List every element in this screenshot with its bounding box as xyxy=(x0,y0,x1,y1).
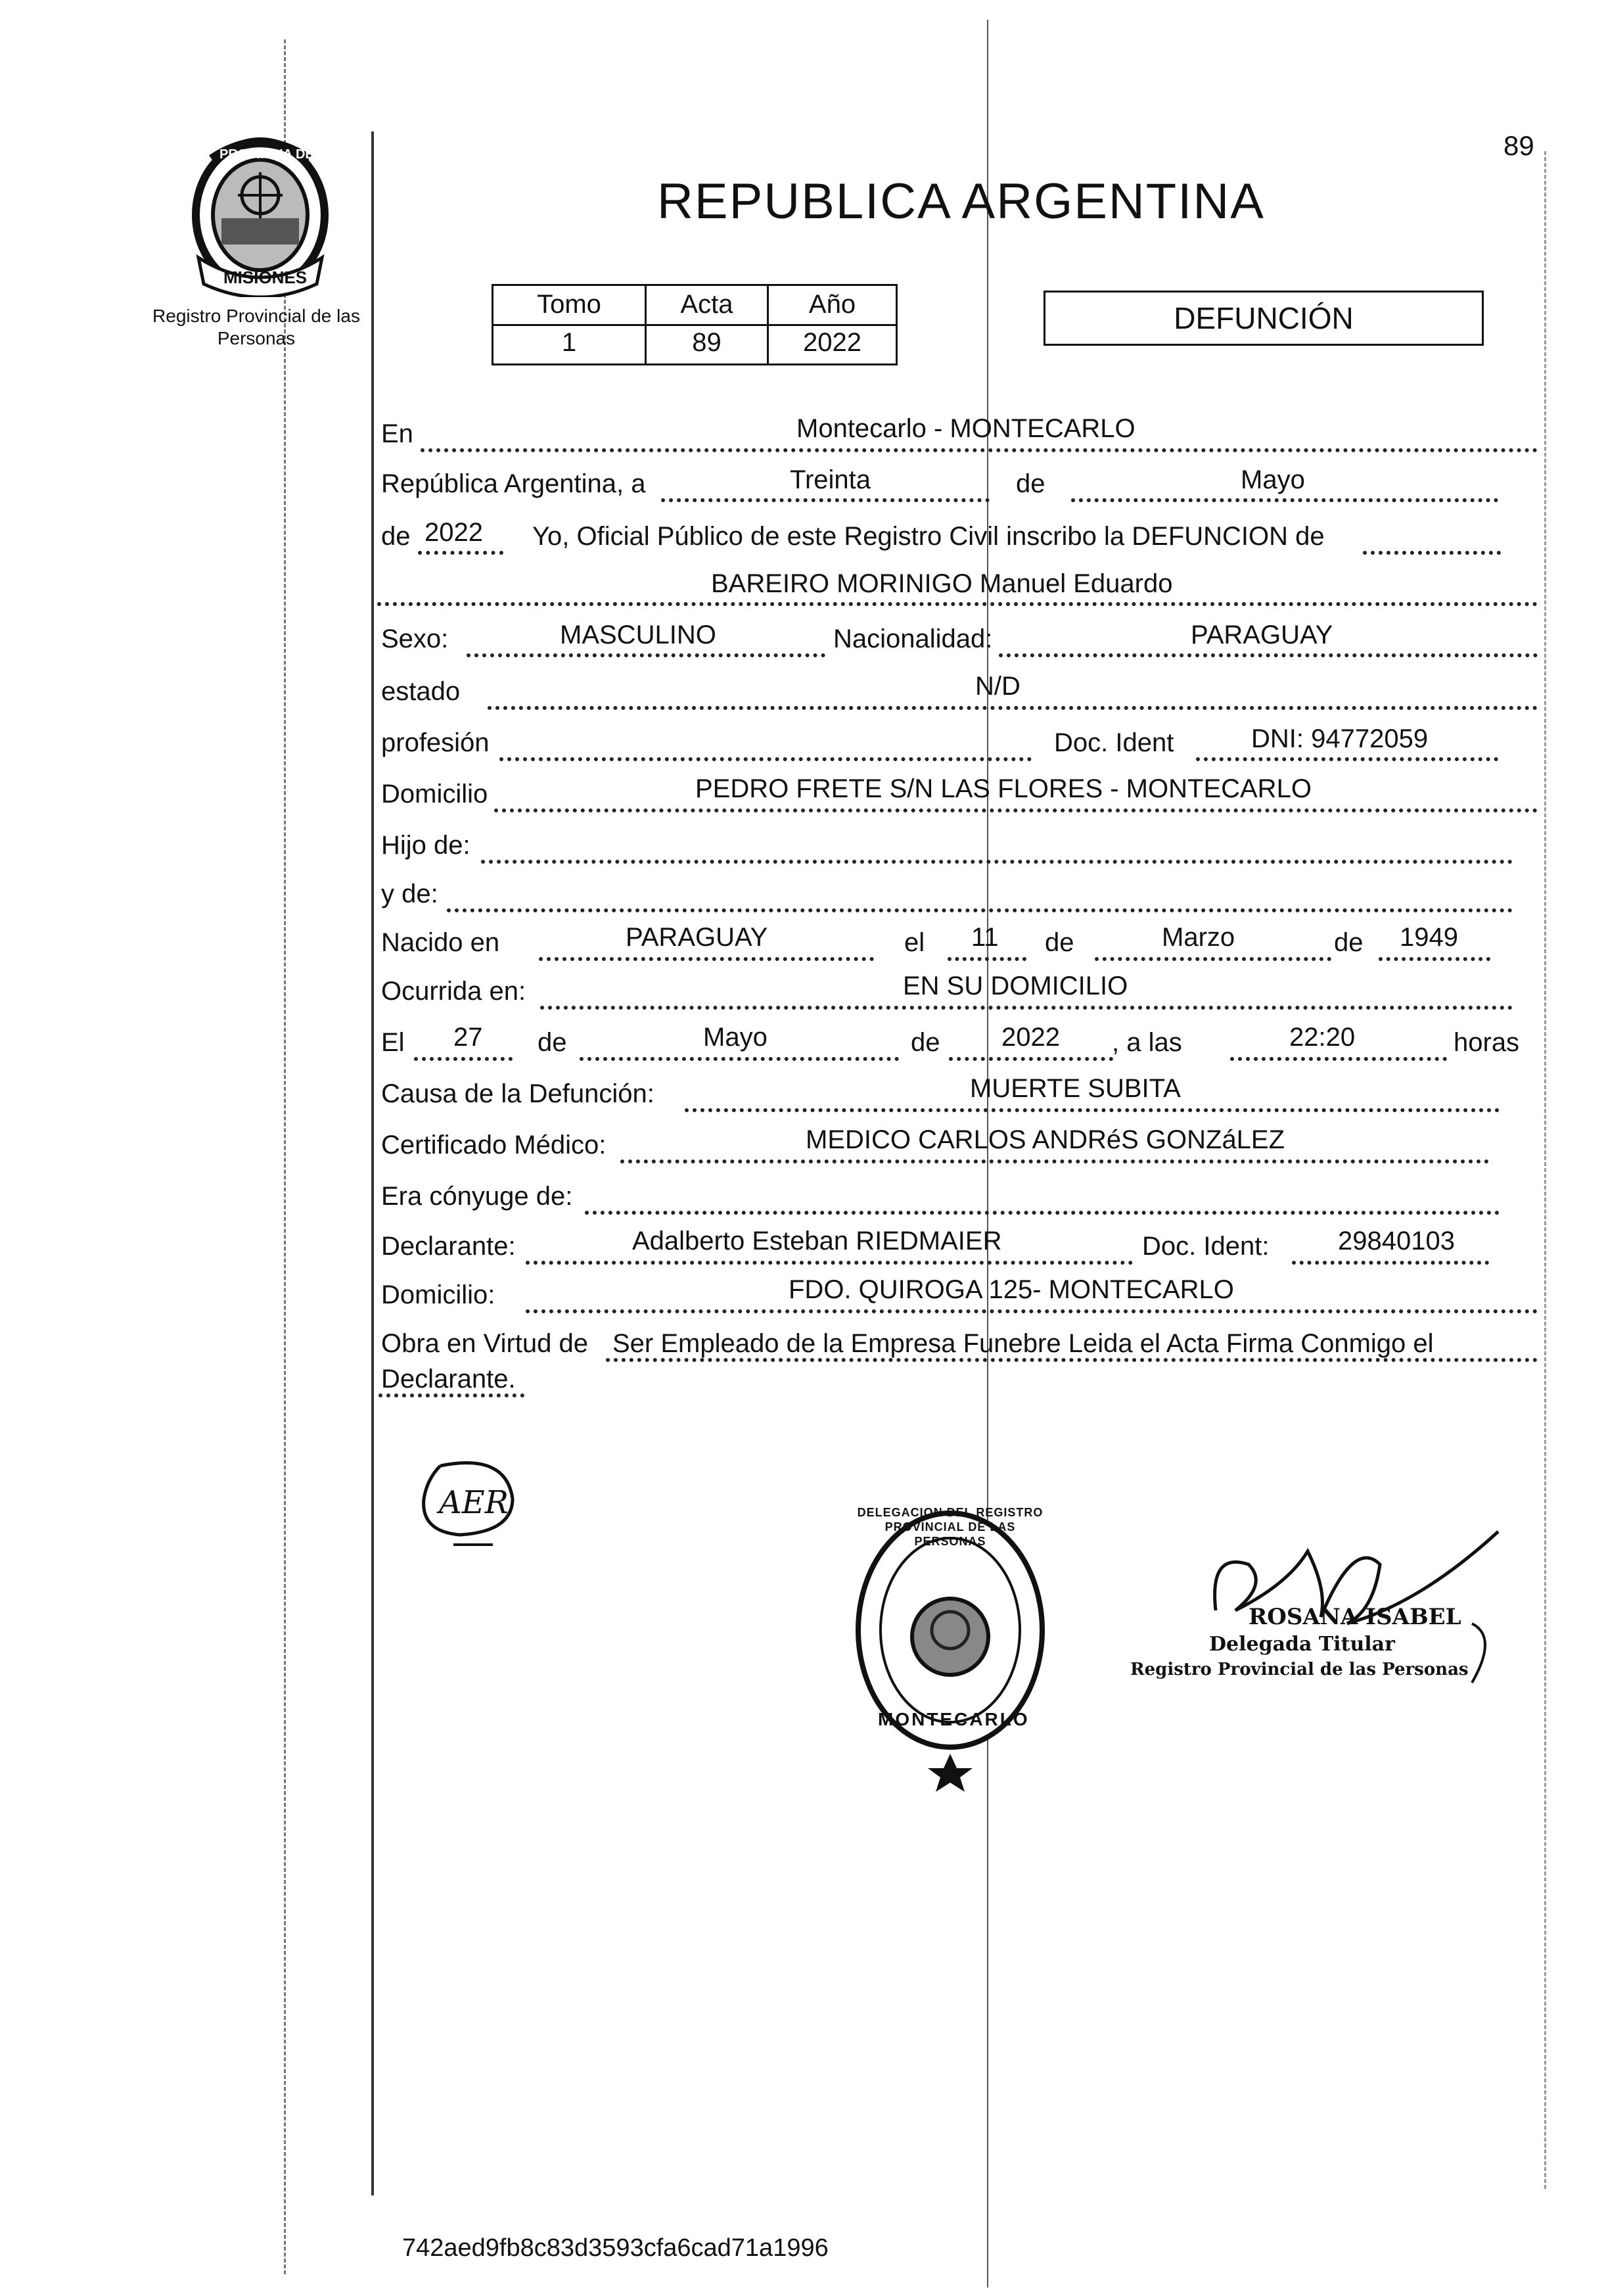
official-seal xyxy=(852,1499,1049,1794)
nacionalidad-label: Nacionalidad: xyxy=(833,624,993,653)
horas-label: horas xyxy=(1454,1028,1520,1057)
domicilio2-underline xyxy=(526,1309,1538,1313)
logo-top-text: PROVINCIA DE xyxy=(219,147,314,162)
def-dia-underline xyxy=(414,1057,513,1061)
footer-hash: 742aed9fb8c83d3593cfa6cad71a1996 xyxy=(402,2234,829,2262)
de-label-4: de xyxy=(1334,928,1364,957)
y-de-underline xyxy=(447,908,1513,912)
svg-text:AER: AER xyxy=(439,1484,509,1521)
estado-label: estado xyxy=(381,677,461,706)
nacido-dia-value: 11 xyxy=(971,923,999,952)
month-value: Mayo xyxy=(1241,465,1305,494)
en-label: En xyxy=(381,419,413,448)
sexo-value: MASCULINO xyxy=(560,621,716,649)
seal-ring-text: DELEGACION DEL REGISTRO PROVINCIAL DE LAS PERSONAS xyxy=(857,1506,1044,1548)
republica-label: República Argentina, a xyxy=(381,469,646,498)
name-underline xyxy=(377,602,1538,606)
country-title: REPUBLICA ARGENTINA xyxy=(657,174,1265,229)
def-mes-value: Mayo xyxy=(703,1023,768,1052)
ocurrida-underline xyxy=(540,1006,1513,1010)
domicilio-value: PEDRO FRETE S/N LAS FLORES - MONTECARLO xyxy=(695,774,1312,803)
def-dia-value: 27 xyxy=(453,1023,483,1052)
year-value: 2022 xyxy=(424,518,483,547)
nacido-mes-underline xyxy=(1095,957,1331,961)
nacido-anio-underline xyxy=(1379,957,1490,961)
province-coat-of-arms xyxy=(185,133,335,297)
seal-town-text: MONTECARLO xyxy=(878,1709,1030,1729)
stamp-line-2: Delegada Titular xyxy=(1209,1633,1395,1656)
day-underline xyxy=(661,498,990,502)
record-table xyxy=(492,284,898,365)
conyuge-underline xyxy=(585,1211,1500,1215)
cert-value: MEDICO CARLOS ANDRéS GONZáLEZ xyxy=(806,1125,1285,1154)
table-value-tomo: 1 xyxy=(561,328,577,357)
domicilio-underline xyxy=(494,808,1538,812)
estado-value: N/D xyxy=(975,672,1021,701)
cert-underline xyxy=(620,1160,1489,1163)
el2-label: El xyxy=(381,1028,405,1057)
obra-underline-2 xyxy=(379,1394,524,1397)
act-type-box xyxy=(1044,291,1484,346)
ocurrida-label: Ocurrida en: xyxy=(381,977,526,1006)
causa-label: Causa de la Defunción: xyxy=(381,1079,654,1108)
oficial-text: Yo, Oficial Público de este Registro Civil inscribo la DEFUNCION de xyxy=(532,522,1325,551)
estado-underline xyxy=(488,706,1538,710)
nacido-anio-value: 1949 xyxy=(1400,923,1458,952)
initials-icon xyxy=(414,1453,526,1551)
table-value-acta: 89 xyxy=(692,328,722,357)
nacido-dia-underline xyxy=(948,957,1026,961)
de-label-5: de xyxy=(538,1028,567,1057)
domicilio-label: Domicilio xyxy=(381,780,488,808)
sexo-label: Sexo: xyxy=(381,624,449,653)
stamp-line-3: Registro Provincial de las Personas xyxy=(1130,1660,1469,1679)
initials-mark xyxy=(414,1453,526,1551)
el-label: el xyxy=(904,928,925,957)
table-value-anio: 2022 xyxy=(803,328,861,357)
nacido-lugar-underline xyxy=(539,957,874,961)
declarante-label: Declarante: xyxy=(381,1232,516,1261)
declarante-underline xyxy=(526,1261,1133,1265)
deceased-name: BAREIRO MORINIGO Manuel Eduardo xyxy=(711,569,1173,598)
left-margin-line xyxy=(371,131,374,2195)
doc2-label: Doc. Ident: xyxy=(1142,1232,1270,1261)
oficial-underline xyxy=(1363,551,1501,555)
right-scan-mark xyxy=(1544,151,1546,2189)
alas-label: , a las xyxy=(1112,1028,1182,1057)
domicilio2-value: FDO. QUIROGA 125- MONTECARLO xyxy=(789,1275,1234,1304)
def-mes-underline xyxy=(580,1057,899,1061)
de-label-1: de xyxy=(1016,469,1045,498)
hora-underline xyxy=(1230,1057,1447,1061)
doc2-underline xyxy=(1292,1261,1489,1265)
logo-bottom-text: MISIONES xyxy=(223,268,308,287)
cert-label: Certificado Médico: xyxy=(381,1131,607,1160)
nacido-label: Nacido en xyxy=(381,928,500,957)
profesion-underline-line xyxy=(499,757,1032,761)
de-label-3: de xyxy=(1045,928,1074,957)
hijo-label: Hijo de: xyxy=(381,831,470,860)
stamp-line-1: ROSANA ISABEL xyxy=(1249,1604,1461,1630)
nacionalidad-value: PARAGUAY xyxy=(1191,621,1333,649)
page-number: 89 xyxy=(1503,130,1534,161)
doc2-value: 29840103 xyxy=(1338,1227,1455,1255)
declarante-value: Adalberto Esteban RIEDMAIER xyxy=(632,1227,1002,1255)
de-label-6: de xyxy=(911,1028,940,1057)
doc-value: DNI: 94772059 xyxy=(1251,724,1429,753)
year-underline xyxy=(418,551,503,555)
nacido-lugar-value: PARAGUAY xyxy=(626,923,768,952)
obra-underline-1 xyxy=(606,1358,1538,1362)
hijo-underline xyxy=(481,860,1513,864)
obra-text-2: Declarante. xyxy=(381,1365,516,1394)
en-underline xyxy=(421,448,1538,452)
obra-label: Obra en Virtud de xyxy=(381,1329,589,1358)
def-anio-underline xyxy=(949,1057,1113,1061)
table-header-anio: Año xyxy=(808,290,856,319)
conyuge-label: Era cónyuge de: xyxy=(381,1182,573,1211)
def-anio-value: 2022 xyxy=(1001,1023,1060,1052)
day-text-value: Treinta xyxy=(790,465,871,494)
left-scan-mark xyxy=(284,39,286,2274)
domicilio2-label: Domicilio: xyxy=(381,1280,495,1309)
nacionalidad-underline xyxy=(999,653,1538,657)
place-value: Montecarlo - MONTECARLO xyxy=(796,414,1136,443)
de-label-2: de xyxy=(381,522,411,551)
profesion-label: profesión xyxy=(381,728,490,757)
doc-label: Doc. Ident xyxy=(1054,728,1174,757)
registry-name: Registro Provincial de las Personas xyxy=(152,306,360,348)
month-underline xyxy=(1071,498,1498,502)
obra-text-1: Ser Empleado de la Empresa Funebre Leida el Acta Firma Conmigo el xyxy=(612,1329,1434,1358)
causa-value: MUERTE SUBITA xyxy=(970,1074,1181,1103)
doc-underline xyxy=(1196,757,1498,761)
sexo-underline xyxy=(467,653,825,657)
nacido-mes-value: Marzo xyxy=(1162,923,1235,952)
y-de-label: y de: xyxy=(381,879,438,908)
table-header-acta: Acta xyxy=(680,290,733,319)
act-type-label: DEFUNCIÓN xyxy=(1174,301,1354,335)
causa-underline xyxy=(685,1108,1500,1112)
hora-value: 22:20 xyxy=(1289,1023,1356,1052)
ocurrida-value: EN SU DOMICILIO xyxy=(903,972,1128,1000)
table-header-tomo: Tomo xyxy=(537,290,601,319)
